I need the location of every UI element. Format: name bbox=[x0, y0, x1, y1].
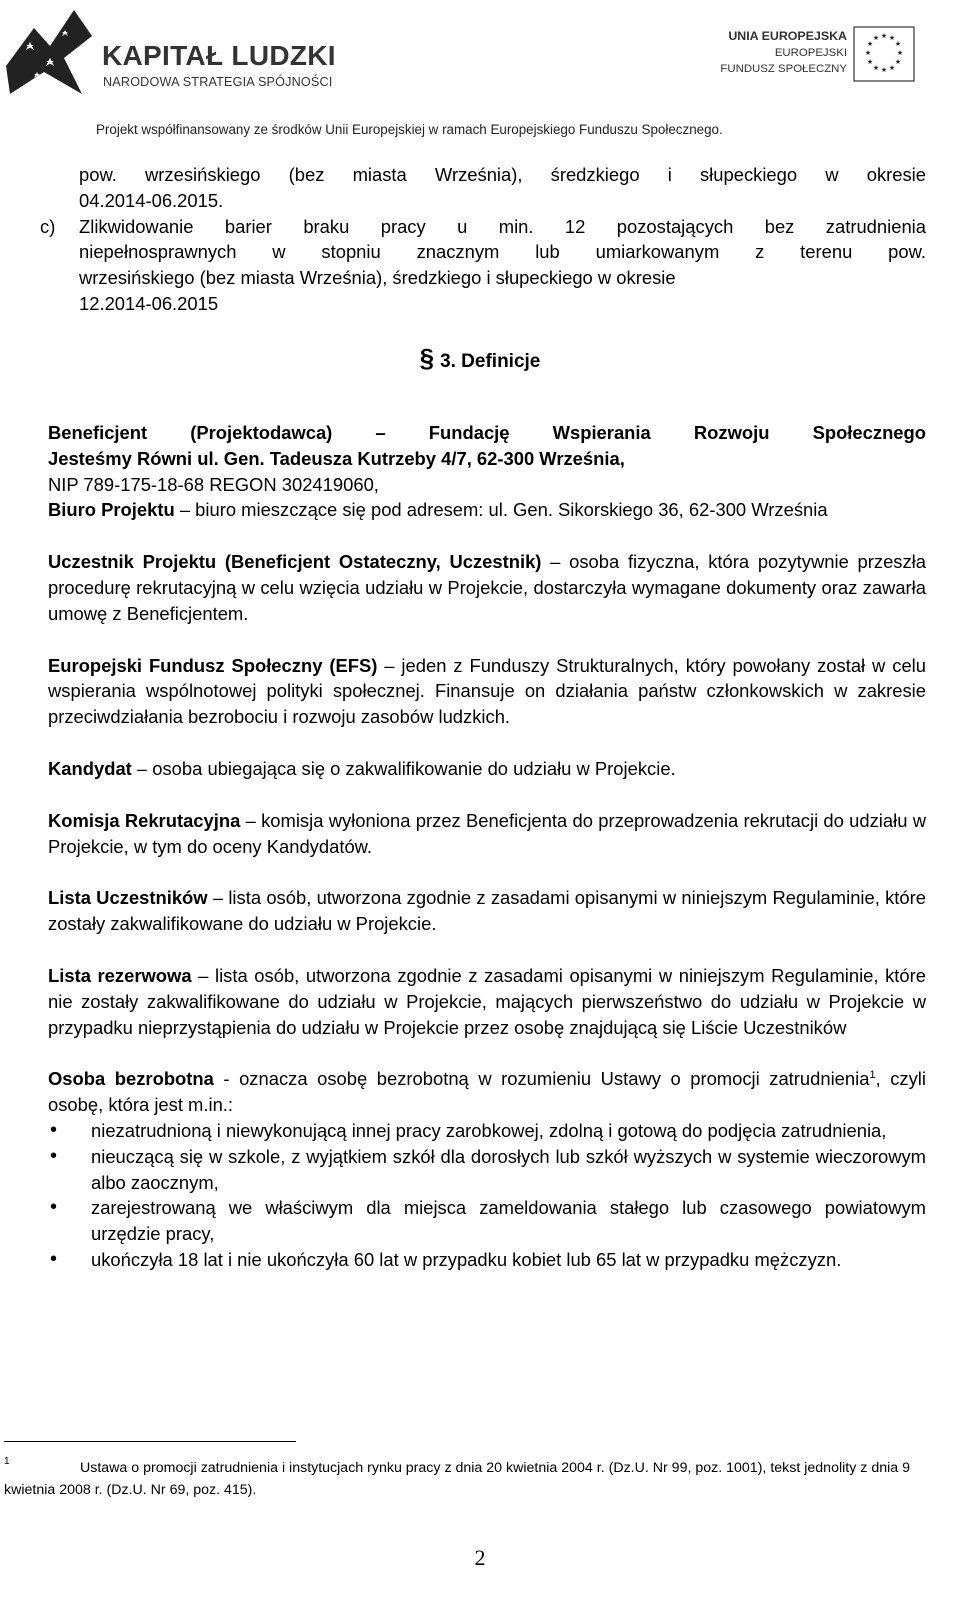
logo-right-line3: FUNDUSZ SPOŁECZNY bbox=[720, 63, 847, 75]
item-c-line4: 12.2014-06.2015 bbox=[79, 292, 219, 314]
list-item: • zarejestrowaną we właściwym dla miejsca zameldowania stałego lub czasowego powiatowym urzędzie pracy, bbox=[48, 1195, 926, 1247]
logo-left-title: KAPITAŁ LUDZKI bbox=[102, 40, 336, 71]
kapital-ludzki-emblem-icon bbox=[4, 6, 96, 98]
svg-text:★: ★ bbox=[872, 64, 880, 72]
biuro-text: – biuro mieszczące się pod adresem: ul. Gen. Sikorskiego 36, 62-300 Września bbox=[174, 499, 828, 521]
item-c-line1: Zlikwidowanie barier braku pracy u min. 12 pozostających bez zatrudnienia bbox=[79, 215, 926, 237]
uczestnik-term: Uczestnik Projektu (Beneficjent Ostateczny, Uczestnik) bbox=[48, 551, 542, 573]
lista-uczestnikow-text: – lista osób, utworzona zgodnie z zasadami opisanymi w niniejszym Regulaminie, które zostały zakwalifikowane do udziału w Projekcie. bbox=[48, 887, 926, 935]
definition-kandydat bbox=[48, 756, 926, 782]
svg-text:★: ★ bbox=[880, 32, 888, 40]
definition-lista-rezerwowa bbox=[48, 963, 926, 1040]
definition-osoba-bezrobotna bbox=[48, 1066, 926, 1118]
beneficjent-address-city: , 62-300 Września, bbox=[466, 447, 625, 469]
lista-uczestnikow-term: Lista Uczestników bbox=[48, 887, 208, 909]
list-item: • ukończyła 18 lat i nie ukończyła 60 lat w przypadku kobiet lub 65 lat w przypadku mężczyzn. bbox=[48, 1247, 926, 1273]
definition-beneficjent bbox=[48, 420, 926, 523]
logo-left-subtitle: NARODOWA STRATEGIA SPÓJNOŚCI bbox=[103, 75, 333, 89]
svg-text:★: ★ bbox=[888, 34, 896, 42]
komisja-term: Komisja Rekrutacyjna bbox=[48, 809, 241, 831]
definition-lista-uczestnikow bbox=[48, 885, 926, 937]
definition-uczestnik bbox=[48, 549, 926, 626]
section-symbol: § bbox=[419, 343, 435, 373]
footnote-separator bbox=[4, 1441, 296, 1442]
cofinancing-note: Projekt współfinansowany ze środków Unii Europejskiej w ramach Europejskiego Funduszu Społecznego. bbox=[96, 122, 723, 137]
svg-text:★: ★ bbox=[866, 40, 874, 48]
list-item: • nieuczącą się w szkole, z wyjątkiem szkół dla dorosłych lub szkół wyższych w systemie wieczorowym albo zaocznym, bbox=[48, 1144, 926, 1196]
item-c-line2: niepełnosprawnych w stopniu znacznym lub umiarkowanym z terenu pow. bbox=[79, 241, 926, 263]
item-c-line3: wrzesińskiego (bez miasta Września), średzkiego i słupeckiego w okresie bbox=[79, 267, 676, 289]
continuation-line1: pow. wrzesińskiego (bez miasta Września), średzkiego i słupeckiego w okresie bbox=[79, 164, 926, 185]
beneficjent-address: Tadeusza Kutrzeby 4/7 bbox=[264, 447, 467, 469]
svg-text:★: ★ bbox=[880, 66, 888, 74]
footnote bbox=[4, 1457, 910, 1501]
list-item: • niezatrudnioną i niewykonującą innej pracy zarobkowej, zdolną i gotową do podjęcia zatrudnienia, bbox=[48, 1118, 926, 1144]
logo-right-line2: EUROPEJSKI bbox=[774, 47, 847, 59]
osoba-text1: - oznacza osobę bezrobotną w rozumieniu Ustawy o promocji zatrudnienia bbox=[213, 1068, 870, 1090]
footnote-ref[interactable]: 1 bbox=[869, 1069, 876, 1082]
footnote-text: Ustawa o promocji zatrudnienia i instytucjach rynku pracy z dnia 20 kwietnia 2004 r. (Dz.U. Nr 99, poz. 1001), tekst jednolity z dnia 9 kwietnia 2008 r. (Dz.U. Nr 69, poz. 415). bbox=[4, 1460, 910, 1498]
definitions-block bbox=[48, 420, 926, 1273]
efs-text: – jeden z Funduszy Strukturalnych, który powołany został w celu wspierania wspólnotowej polityki społecznej. Finansuje on działania państw członkowskich w zakresie przeciwdziałania bezrobociu i rozwoju zasobów ludzkich. bbox=[48, 654, 926, 728]
page-number: 2 bbox=[474, 1545, 486, 1570]
definition-komisja bbox=[48, 808, 926, 860]
lista-rezerwowa-term: Lista rezerwowa bbox=[48, 964, 192, 986]
kandydat-text: – osoba ubiegająca się o zakwalifikowanie do udziału w Projekcie. bbox=[131, 757, 676, 779]
svg-text:★: ★ bbox=[894, 40, 902, 48]
eu-logo bbox=[700, 26, 940, 82]
uczestnik-text: – osoba fizyczna, która pozytywnie przeszła procedurę rekrutacyjną w celu wzięcia udziału w Projekcie, dostarczyła wymagane dokumenty oraz zawarła umowę z Beneficjentem. bbox=[48, 551, 926, 624]
continuation-line2: 04.2014-06.2015. bbox=[79, 189, 224, 211]
komisja-text: – komisja wyłoniona przez Beneficjenta do przeprowadzenia rekrutacji do udziału w Projekcie, w tym do oceny Kandydatów. bbox=[48, 809, 926, 857]
footnote-number: 1 bbox=[4, 1456, 10, 1467]
osoba-criteria-list bbox=[48, 1118, 926, 1273]
beneficjent-dash: – bbox=[332, 422, 429, 443]
item-c-label: c) bbox=[40, 215, 56, 237]
logo-right-line1: UNIA EUROPEJSKA bbox=[728, 29, 847, 43]
section-heading bbox=[0, 343, 960, 374]
svg-text:★: ★ bbox=[864, 49, 872, 57]
lista-rezerwowa-text: – lista osób, utworzona zgodnie z zasadami opisanymi w niniejszym Regulaminie, które nie zostały zakwalifikowane do udziału w Projekcie, mających pierwszeństwo do udziału w Projekcie w przypadku nieprzystąpienia do udziału w Projekcie przez osobę znajdującą się Liście Uczestników bbox=[48, 964, 926, 1038]
svg-text:★: ★ bbox=[872, 34, 880, 42]
svg-text:★: ★ bbox=[888, 64, 896, 72]
svg-text:★: ★ bbox=[866, 58, 874, 66]
kapital-ludzki-logo bbox=[4, 6, 334, 106]
beneficjent-name-line2: Jesteśmy Równi ul. Gen. bbox=[48, 447, 265, 469]
definition-efs bbox=[48, 653, 926, 730]
svg-text:★: ★ bbox=[894, 58, 902, 66]
osoba-text2: , czyli osobę, która jest m.in.: bbox=[48, 1068, 926, 1116]
efs-term: Europejski Fundusz Społeczny (EFS) bbox=[48, 654, 378, 676]
osoba-term: Osoba bezrobotna bbox=[48, 1068, 214, 1090]
eu-flag-icon bbox=[853, 26, 915, 82]
continuation-block bbox=[40, 162, 926, 317]
biuro-term: Biuro Projektu bbox=[48, 499, 175, 521]
beneficjent-term: Beneficjent (Projektodawca) bbox=[48, 422, 333, 443]
svg-text:★: ★ bbox=[896, 49, 904, 57]
section-title: 3. Definicje bbox=[440, 351, 541, 372]
beneficjent-nip: NIP 789-175-18-68 REGON 302419060, bbox=[48, 473, 379, 495]
kandydat-term: Kandydat bbox=[48, 757, 132, 779]
beneficjent-name-line1: Fundację Wspierania Rozwoju Społecznego bbox=[428, 422, 926, 443]
